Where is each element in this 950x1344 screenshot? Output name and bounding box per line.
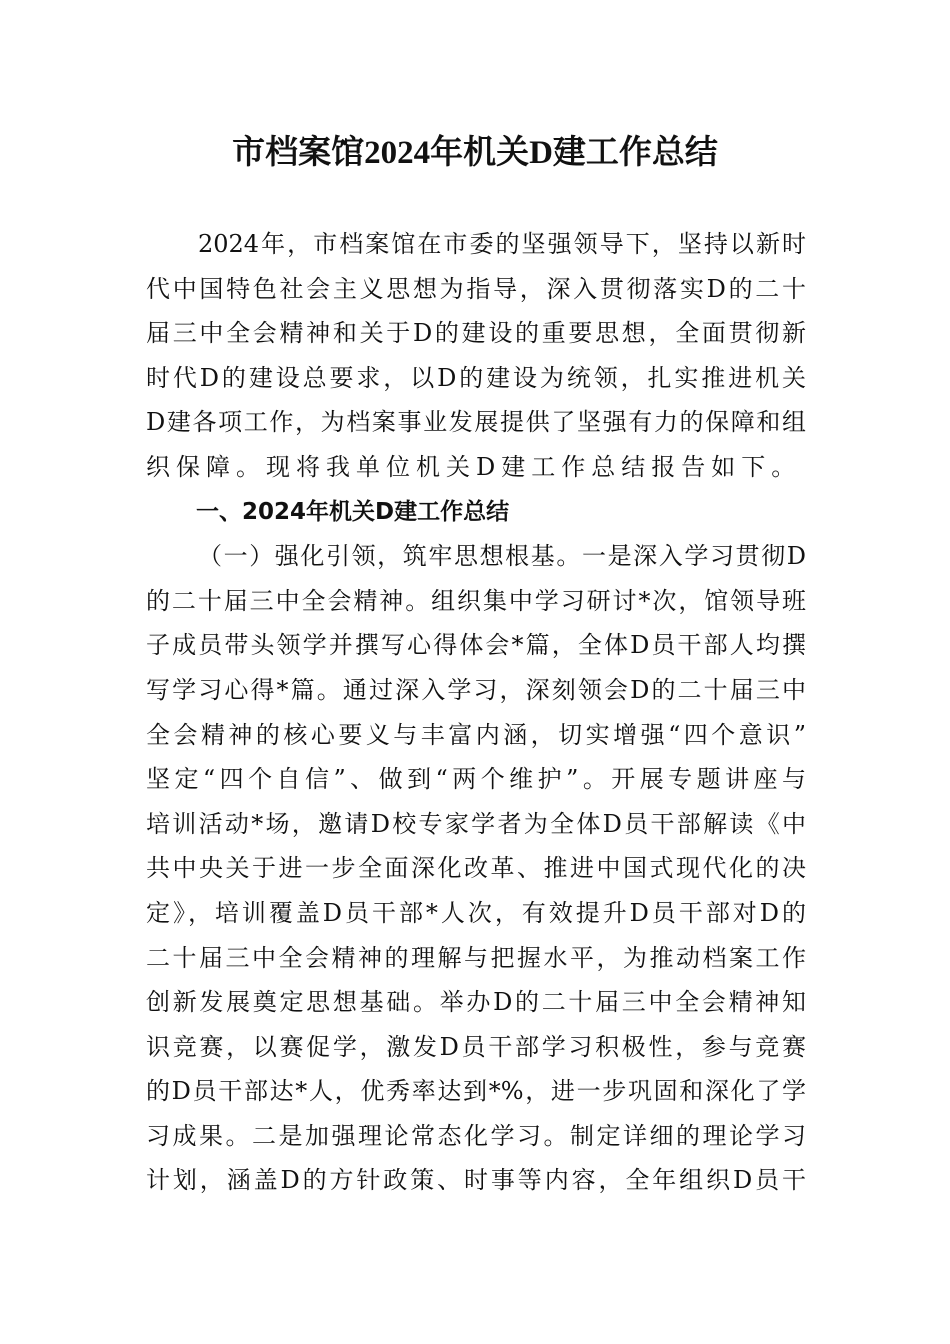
- paragraph-line: 代中国特色社会主义思想为指导，深入贯彻落实D的二十: [146, 274, 806, 303]
- paragraph-line: 子成员带头领学并撰写心得体会*篇，全体D员干部人均撰: [146, 631, 806, 660]
- paragraph-line: 织保障。现将我单位机关D建工作总结报告如下。: [146, 452, 802, 481]
- paragraph-line: 坚定“四个自信”、做到“两个维护”。开展专题讲座与: [146, 765, 806, 794]
- section-1-paragraph: [146, 534, 806, 1203]
- paragraph-line: 的D员干部达*人，优秀率达到*%，进一步巩固和深化了学: [146, 1077, 806, 1106]
- paragraph-line: （一）强化引领，筑牢思想根基。一是深入学习贯彻D: [198, 542, 806, 571]
- section-heading: 一、2024年机关D建工作总结: [196, 498, 510, 525]
- paragraph-line: 写学习心得*篇。通过深入学习，深刻领会D的二十届三中: [146, 675, 806, 704]
- document-body: [146, 222, 806, 1203]
- paragraph-line: 2024年，市档案馆在市委的坚强领导下，坚持以新时: [198, 230, 806, 258]
- paragraph-line: 习成果。二是加强理论常态化学习。制定详细的理论学习: [146, 1121, 806, 1150]
- paragraph-line: 培训活动*场，邀请D校专家学者为全体D员干部解读《中: [146, 809, 806, 838]
- document-title: 市档案馆2024年机关D建工作总结: [232, 135, 718, 171]
- paragraph-line: 时代D的建设总要求，以D的建设为统领，扎实推进机关: [146, 363, 806, 392]
- paragraph-line: D建各项工作，为档案事业发展提供了坚强有力的保障和组: [146, 408, 806, 437]
- paragraph-line: 共中央关于进一步全面深化改革、推进中国式现代化的决: [146, 854, 806, 883]
- paragraph-line: 定》，培训覆盖D员干部*人次，有效提升D员干部对D的: [146, 898, 806, 927]
- paragraph-line: 的二十届三中全会精神。组织集中学习研讨*次，馆领导班: [146, 586, 806, 615]
- paragraph-line: 计划，涵盖D的方针政策、时事等内容，全年组织D员干: [146, 1166, 806, 1195]
- paragraph-line: 二十届三中全会精神的理解与把握水平，为推动档案工作: [146, 943, 806, 972]
- paragraph-line: 创新发展奠定思想基础。举办D的二十届三中全会精神知: [146, 988, 806, 1017]
- paragraph-line: 全会精神的核心要义与丰富内涵，切实增强“四个意识”: [146, 720, 806, 749]
- paragraph-line: 届三中全会精神和关于D的建设的重要思想，全面贯彻新: [146, 319, 806, 348]
- paragraph-line: 识竞赛，以赛促学，激发D员干部学习积极性，参与竞赛: [146, 1032, 806, 1061]
- intro-paragraph: [146, 222, 806, 490]
